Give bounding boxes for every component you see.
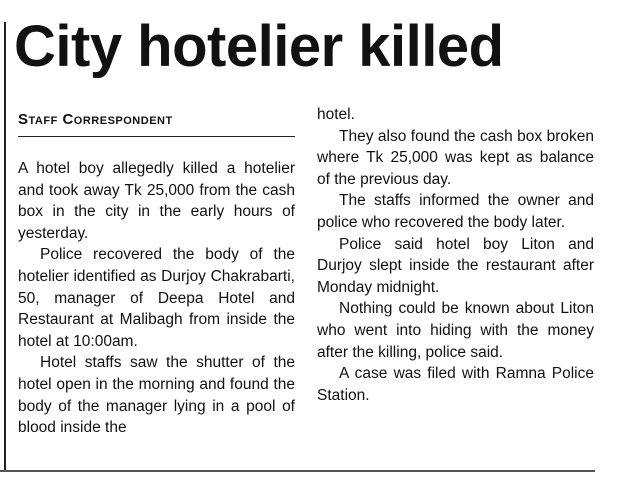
byline-spacer xyxy=(18,137,295,158)
paragraph: Nothing could be known about Liton who went into hiding with the money after the killing, police said. xyxy=(317,300,594,361)
left-column-rule xyxy=(4,22,6,470)
article-column-1 xyxy=(18,104,295,439)
paragraph: A hotel boy allegedly killed a hotelier and took away Tk 25,000 from the cash box in the city in the early hours of yesterday. xyxy=(18,160,295,242)
article-body xyxy=(18,104,594,439)
paragraph: They also found the cash box broken where Tk 25,000 was kept as balance of the previous day. xyxy=(317,127,594,188)
article-column-2 xyxy=(317,104,594,439)
paragraph: Hotel staffs saw the shutter of the hotel open in the morning and found the body of the manager lying in a pool of blood inside the xyxy=(18,354,295,437)
headline: City hotelier killed xyxy=(14,14,504,79)
paragraph: A case was filed with Ramna Police Station. xyxy=(317,365,594,404)
paragraph-continued: hotel. xyxy=(317,106,355,123)
paragraph: Police recovered the body of the hotelier identified as Durjoy Chakrabarti, 50, manager of Deepa Hotel and Restaurant at Malibagh from inside the hotel at 10:00am. xyxy=(18,246,295,350)
paragraph: The staffs informed the owner and police who recovered the body later. xyxy=(317,192,594,231)
byline: Staff Correspondent xyxy=(18,109,295,137)
paragraph: Police said hotel boy Liton and Durjoy slept inside the restaurant after Monday midnight. xyxy=(317,235,594,296)
bottom-rule xyxy=(0,470,595,472)
